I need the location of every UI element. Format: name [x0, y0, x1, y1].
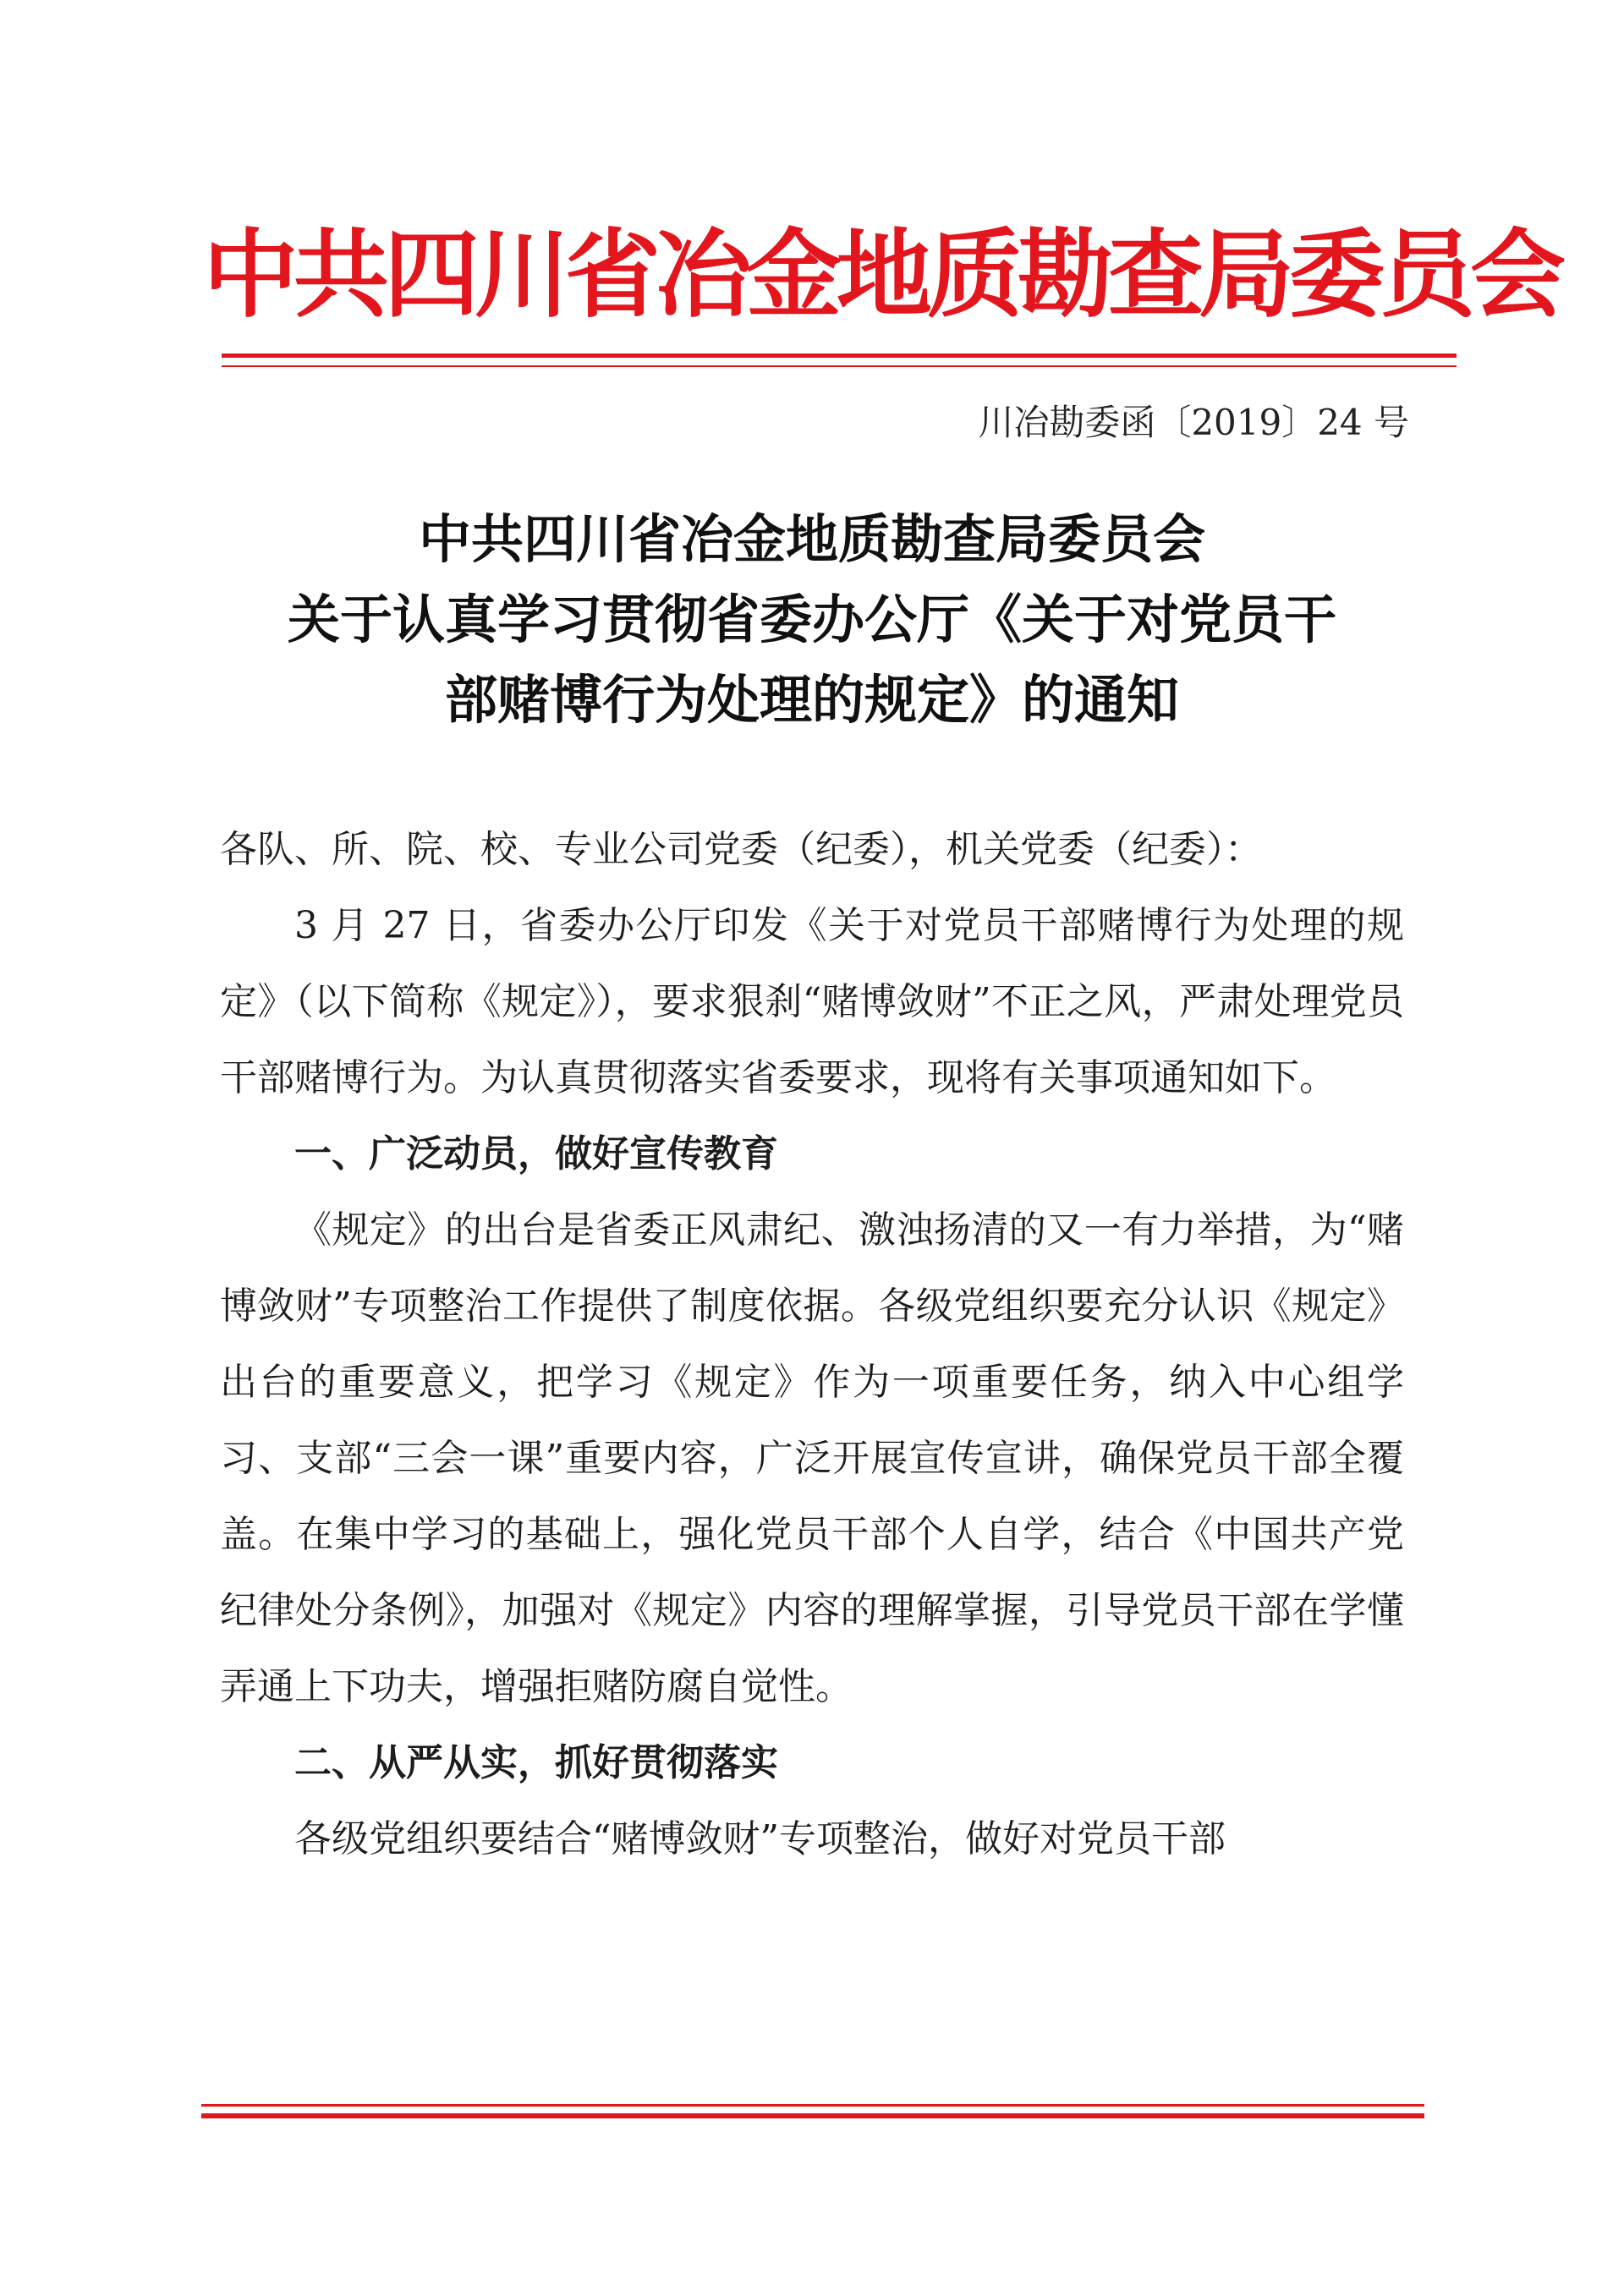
salutation: 各队、所、院、校、专业公司党委（纪委），机关党委（纪委）： — [220, 828, 1262, 871]
section-1-paragraph: 《规定》的出台是省委正风肃纪、激浊扬清的又一有力举措，为“赌博敛财”专项整治工作提供了制度依据。各级党组织要充分认识《规定》出台的重要意义，把学习《规定》作为一项重要任务，纳入中心组学习、支部“三会一课”重要内容，广泛开展宣传宣讲，确保党员干部全覆盖。在集中学习的基础上，强化党员干部个人自学，结合《中国共产党纪律处分条例》，加强对《规定》内容的理解掌握，引导党员干部在学懂弄通上下功夫，增强拒赌防腐自觉性。 — [220, 1208, 1404, 1708]
document-title — [211, 499, 1413, 740]
document-number: 川冶勘委函〔2019〕24 号 — [978, 402, 1409, 443]
title-line-1: 中共四川省冶金地质勘查局委员会 — [418, 508, 1205, 570]
footer-rule-thick — [201, 2113, 1424, 2118]
title-line-3: 部赌博行为处理的规定》的通知 — [444, 669, 1179, 731]
section-2-paragraph: 各级党组织要结合“赌博敛财”专项整治，做好对党员干部 — [294, 1817, 1226, 1860]
section-1-heading: 一、广泛动员，做好宣传教育 — [294, 1132, 778, 1175]
section-2-heading: 二、从严从实，抓好贯彻落实 — [294, 1741, 778, 1784]
footer-rule-thin — [201, 2104, 1424, 2107]
intro-paragraph: 3 月 27 日，省委办公厅印发《关于对党员干部赌博行为处理的规定》（以下简称《规定》），要求狠刹“赌博敛财”不正之风，严肃处理党员干部赌博行为。为认真贯彻落实省委要求，现将有关事项通知如下。 — [220, 904, 1404, 1099]
title-line-2: 关于认真学习贯彻省委办公厅《关于对党员干 — [287, 589, 1336, 650]
document-body — [220, 812, 1404, 1877]
masthead-rule-thin — [222, 365, 1457, 367]
masthead-title: 中共四川省冶金地质勘查局委员会 — [203, 219, 1561, 331]
masthead-rule-thick — [222, 353, 1457, 358]
